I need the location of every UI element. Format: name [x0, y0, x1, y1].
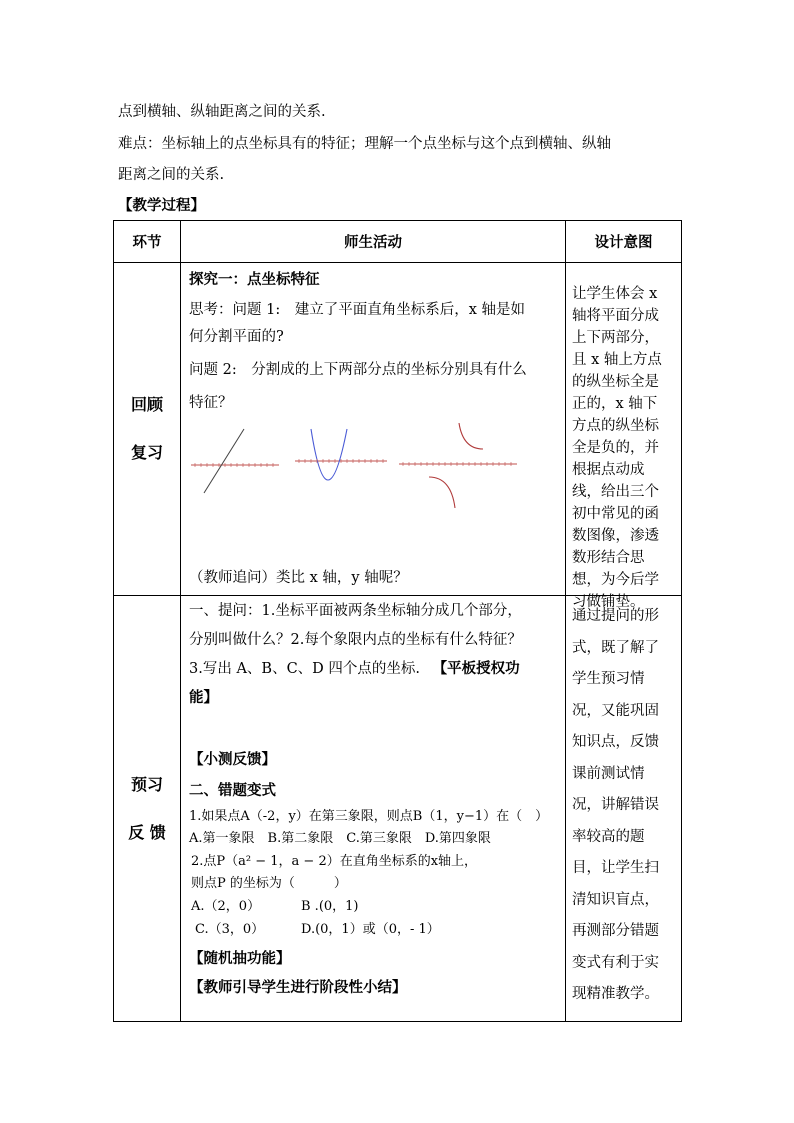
question-2-option-d: D.(0，1）或（0，- 1）	[301, 922, 440, 937]
question-2-option-b: B .(0，1)	[301, 899, 359, 914]
question-2-line-2: 特征？	[189, 395, 233, 411]
intent-preview-line: 率较高的题	[572, 828, 645, 845]
intent-review-line: 正的，x 轴下	[572, 396, 658, 412]
error-variant-heading: 二、错题变式	[189, 783, 276, 799]
intent-review	[566, 263, 682, 610]
explore-title: 探究一：点坐标特征	[189, 272, 320, 288]
intent-preview-line: 现精准教学。	[572, 986, 659, 1002]
header-activity: 师生活动	[181, 221, 566, 263]
segment-preview	[114, 596, 181, 1022]
intent-review-line: 想，为今后学	[572, 572, 659, 588]
question-2-line-2: 则点P 的坐标为（ ）	[191, 876, 347, 891]
summary-label: 【教师引导学生进行阶段性小结】	[189, 980, 407, 996]
header-intent: 设计意图	[566, 221, 682, 263]
intent-preview-line: 知识点，反馈	[572, 734, 659, 750]
question-2-option-a: A.（2，0）	[191, 899, 261, 914]
intent-preview-line: 况，又能巩固	[572, 702, 659, 719]
intent-review-line: 线，给出三个	[572, 484, 659, 500]
tablet-auth-label-end: 能】	[189, 690, 218, 706]
question-2-line-1: 问题 2: 分割成的上下两部分点的坐标分别具有什么	[189, 362, 527, 378]
intent-preview-text	[572, 601, 676, 1011]
question-2-option-c: C.（3，0）	[195, 922, 265, 937]
table-header-row	[114, 221, 682, 263]
segment-review-line-2: 复习	[130, 443, 163, 462]
intent-preview-line: 式，既了解了	[572, 639, 659, 656]
intent-review-line: 方点的纵坐标	[572, 418, 659, 434]
linear-graph	[191, 429, 279, 493]
intro-line-3: 距离之间的关系.	[118, 167, 225, 183]
intent-review-line: 习做铺垫。	[572, 594, 645, 610]
intent-review-text	[572, 283, 676, 613]
function-graphs-figure	[187, 423, 527, 508]
question-1-line-2: 何分割平面的?	[189, 329, 284, 345]
teaching-process-table	[113, 220, 682, 1022]
intent-review-line: 数图像，渗透	[572, 528, 659, 544]
prompt-line-1: 一、提问：1.坐标平面被两条坐标轴分成几个部分，	[189, 603, 522, 619]
intent-preview-line: 目，让学生扫	[572, 860, 659, 876]
prompt-line-2: 分别叫做什么？2.每个象限内点的坐标有什么特征？	[189, 632, 522, 648]
question-1-line-1: 思考：问题 1: 建立了平面直角坐标系后，x 轴是如	[189, 302, 526, 318]
parabola-curve	[311, 429, 347, 480]
question-1: 1.如果点A（-2，y）在第三象限，则点B（1，y−1）在（ ）	[189, 809, 549, 824]
prompt-line-3	[189, 658, 520, 680]
intent-review-line: 根据点动成	[572, 462, 645, 478]
intent-preview	[566, 596, 682, 1022]
intent-preview-line: 学生预习情	[572, 671, 645, 687]
intent-review-line: 让学生体会 x	[572, 286, 658, 302]
section-heading: 【教学过程】	[118, 198, 205, 214]
intro-line-2: 难点：坐标轴上的点坐标具有的特征；理解一个点坐标与这个点到横轴、纵轴	[118, 136, 611, 152]
intent-review-line: 且 x 轴上方点	[572, 352, 662, 368]
question-1-options: A.第一象限 B.第二象限 C.第三象限 D.第四象限	[189, 831, 491, 846]
random-pick-label: 【随机抽功能】	[189, 951, 291, 967]
intent-preview-line: 课前测试情	[572, 765, 645, 782]
followup-question: （教师追问）类比 x 轴，y 轴呢？	[189, 570, 408, 586]
tablet-auth-label: 【平板授权功	[432, 661, 520, 677]
segment-review-line-1: 回顾	[130, 395, 163, 414]
intent-preview-line: 通过提问的形	[572, 608, 659, 624]
intent-review-line: 上下两部分，	[572, 330, 659, 346]
activity-preview	[181, 596, 566, 1022]
activity-review	[181, 263, 566, 596]
hyperbola-lower	[429, 477, 455, 508]
intent-preview-line: 况，讲解错误	[572, 797, 659, 813]
intent-review-line: 数形结合思	[572, 550, 645, 566]
question-2-line-1: 2.点P（a² − 1，a − 2）在直角坐标系的x轴上，	[191, 854, 478, 869]
straight-line	[204, 429, 244, 493]
prompt-line-3-text: 3.写出 A、B、C、D 四个点的坐标.	[189, 661, 421, 677]
table-row-review	[114, 263, 682, 596]
parabola-graph	[295, 429, 387, 480]
table-row-preview	[114, 596, 682, 1022]
quiz-feedback-label: 【小测反馈】	[189, 752, 276, 768]
hyperbola-upper	[459, 423, 483, 449]
intent-review-line: 全是负的，并	[572, 440, 659, 456]
segment-review	[114, 263, 181, 596]
segment-preview-line-2: 反 馈	[128, 822, 166, 842]
header-segment: 环节	[114, 221, 181, 263]
intent-review-line: 的纵坐标全是	[572, 374, 659, 390]
intro-line-1: 点到横轴、纵轴距离之间的关系.	[118, 104, 326, 120]
intent-preview-line: 变式有利于实	[572, 954, 659, 971]
segment-preview-line-1: 预习	[130, 774, 163, 794]
intent-preview-line: 清知识盲点，	[572, 891, 659, 908]
intent-review-line: 初中常见的函	[572, 506, 659, 522]
intent-preview-line: 再测部分错题	[572, 923, 659, 939]
intent-review-line: 轴将平面分成	[572, 308, 659, 324]
